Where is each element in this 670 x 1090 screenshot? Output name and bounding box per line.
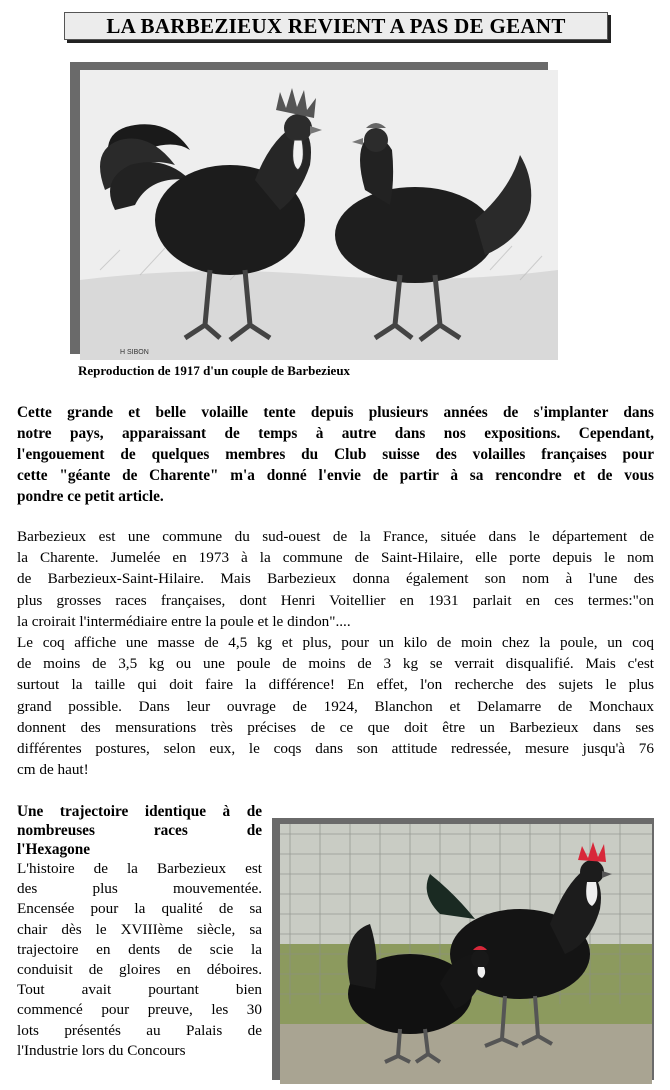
heading-line: l'Hexagone <box>17 841 91 858</box>
body-line: cm de haut! <box>17 761 89 779</box>
heading-line: nombreuses races de <box>17 822 262 839</box>
body-line: surtout la taille qui doit faire la différence! En effet, l'on recherche des sujets le plus <box>17 676 654 694</box>
body-line: la Charente. Jumelée en 1973 à la commune de Saint-Hilaire, elle porte depuis le nom <box>17 549 654 567</box>
lead-line: notre pays, apparaissant de temps à autre dans nos expositions. Cependant, <box>17 425 654 442</box>
body-line: de Barbezieux-Saint-Hilaire. Mais Barbezieux donna également son nom à l'une des <box>17 570 654 588</box>
body-line: plus grosses races françaises, dont Henri Voitellier en 1931 parlait en ces termes:"on <box>17 591 654 609</box>
section-line: L'histoire de la Barbezieux est <box>17 860 262 877</box>
body-line: la croirait l'intermédiaire entre la poule et le dindon".... <box>17 612 351 630</box>
section-line: lots présentés au Palais de <box>17 1021 262 1039</box>
heading-line: Une trajectoire identique à de <box>17 803 262 820</box>
lead-line: cette "géante de Charente" m'a donné l'envie de partir à sa rencondre et de vous <box>17 467 654 484</box>
body-line: Barbezieux est une commune du sud-ouest de la France, située dans le département de <box>17 528 654 545</box>
lead-line: Cette grande et belle volaille tente depuis plusieurs années de s'implanter dans <box>17 404 654 421</box>
body-line: différentes postures, selon eux, le coqs dans son attitude redressée, mesure jusqu'à 76 <box>17 740 654 758</box>
engraving-image <box>80 70 558 360</box>
body-line: grand possible. Dans leur ouvrage de 1924, Blanchon et Delamarre de Monchaux <box>17 697 654 715</box>
body-paragraph <box>17 526 654 780</box>
body-line: de moins de 3,5 kg ou une poule de moins de 3 kg se verrait disqualifié. Mais c'est <box>17 655 654 673</box>
section-line: des plus mouvementée. <box>17 880 262 898</box>
section-text <box>17 859 262 1061</box>
section-heading <box>17 802 262 859</box>
section-line: chair dès le XVIIIème siècle, sa <box>17 920 262 938</box>
body-line: donnent des mensurations très précises de ce que doit être un Barbezieux dans ses <box>17 718 654 736</box>
lead-line: l'engouement de quelques membres du Club suisse des volailles françaises pour <box>17 446 654 463</box>
body-line: Le coq affiche une masse de 4,5 kg et plus, pour un kilo de moin chez la poule, un coq <box>17 634 654 652</box>
section-line: conduisit de gloires en déboires. <box>17 961 262 979</box>
section-line: Tout avait pourtant bien <box>17 981 262 999</box>
section-line: trajectoire en dents de scie la <box>17 940 262 958</box>
chickens-photo <box>280 824 652 1084</box>
section-line: Encensée pour la qualité de sa <box>17 900 262 918</box>
lead-line: pondre ce petit article. <box>17 488 164 505</box>
headline: LA BARBEZIEUX REVIENT A PAS DE GEANT <box>64 12 608 40</box>
section-line: commencé pour preuve, les 30 <box>17 1001 262 1019</box>
engraving-signature: H SIBON <box>120 349 149 356</box>
figure-caption: Reproduction de 1917 d'un couple de Barbezieux <box>78 363 351 378</box>
section-line: l'Industrie lors du Concours <box>17 1041 186 1059</box>
lead-paragraph <box>17 402 654 507</box>
